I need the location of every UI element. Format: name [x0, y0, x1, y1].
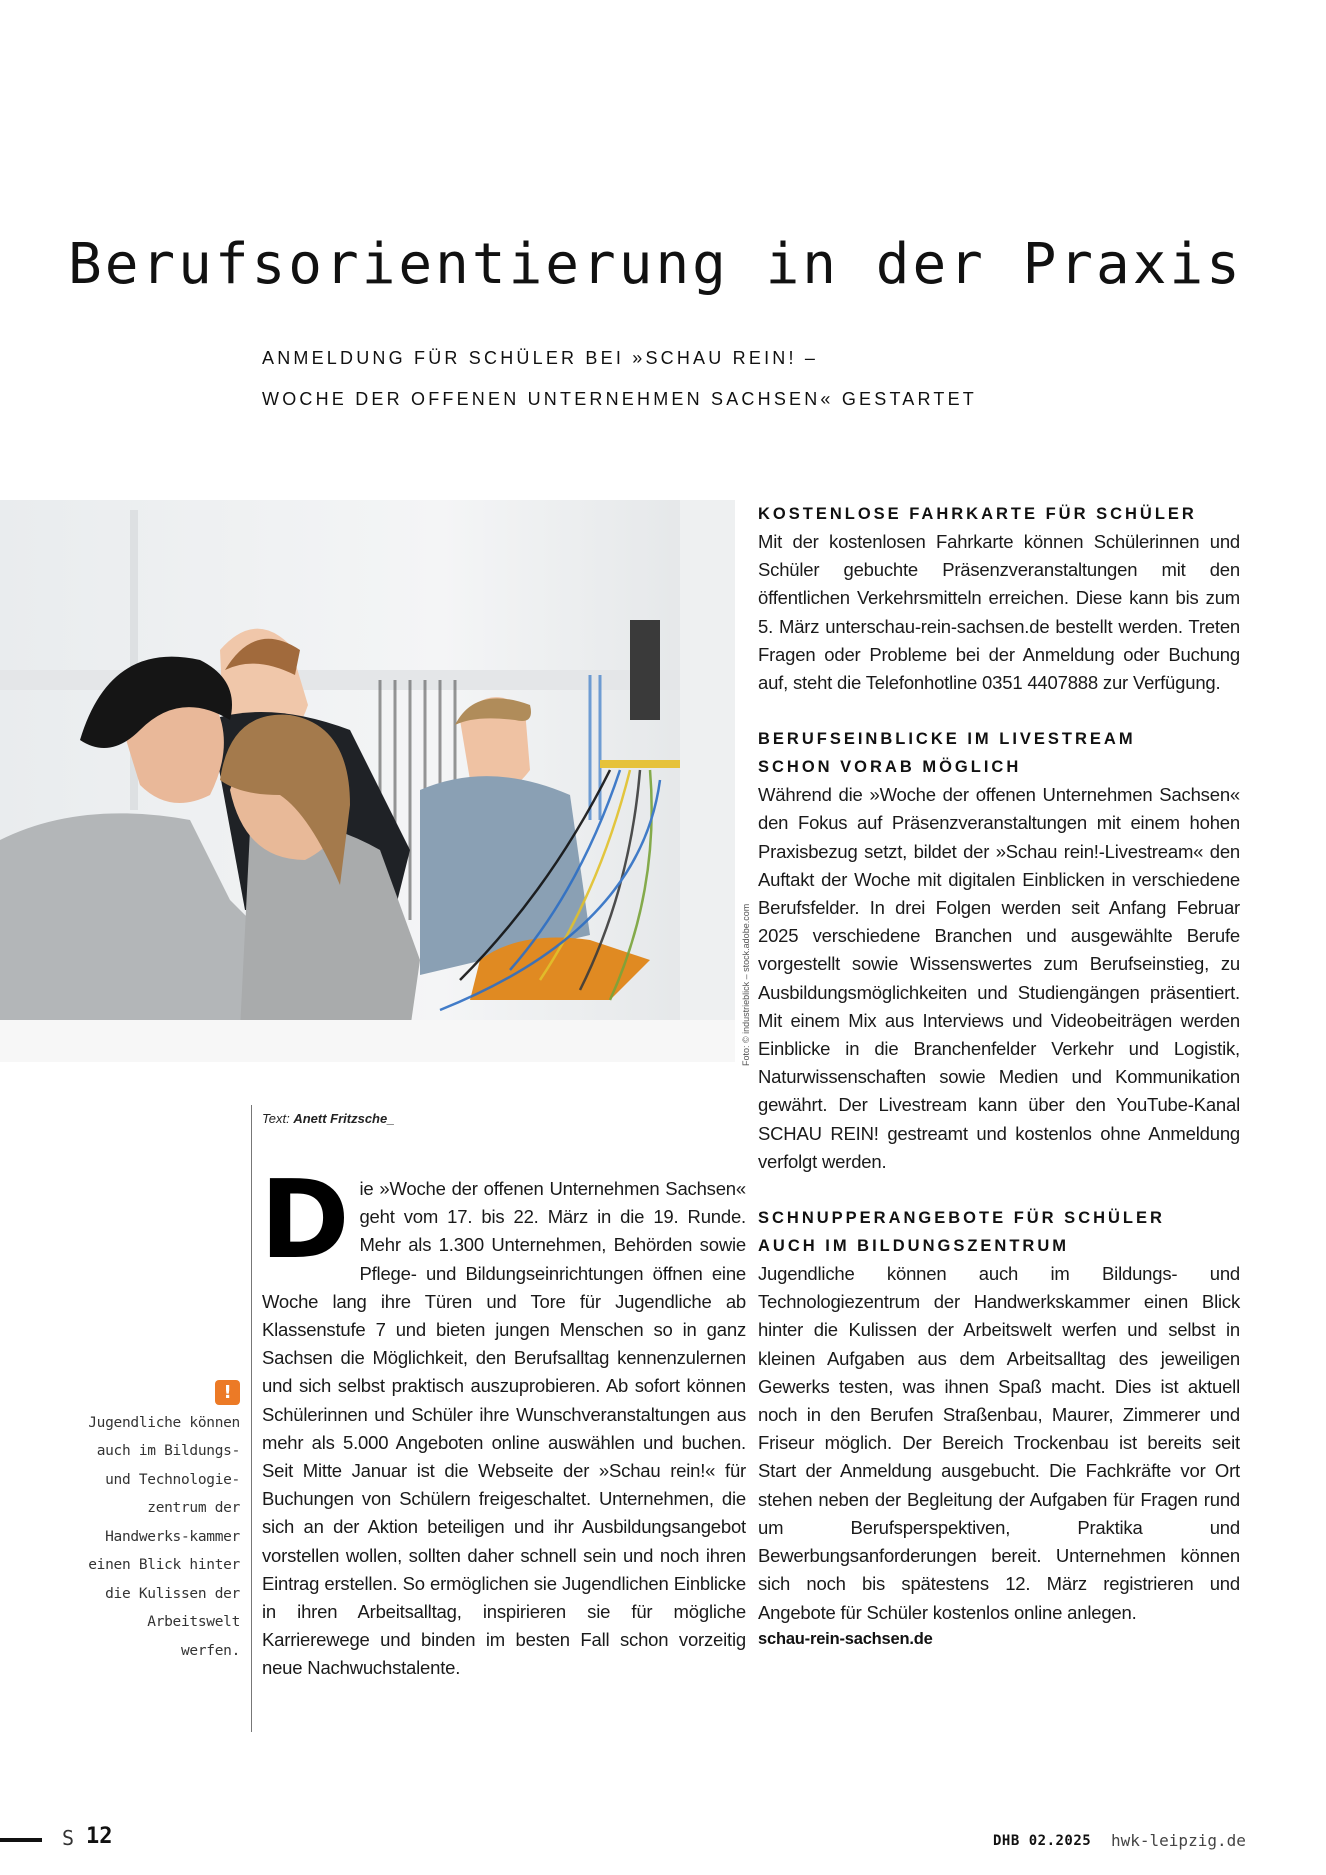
article-photo [0, 500, 735, 1062]
subtitle-line-1: ANMELDUNG FÜR SCHÜLER BEI »SCHAU REIN! – [262, 348, 819, 368]
byline-author: Anett Fritzsche_ [293, 1111, 395, 1126]
section-heading-line-1: BERUFSEINBLICKE IM LIVESTREAM [758, 730, 1136, 749]
right-column [758, 500, 1240, 1653]
section-text: Während die »Woche der offenen Unternehmen Sachsen« den Fokus auf Präsenzveranstaltungen mit einem hohen Praxisbezug setzt, bildet der »Schau rein!-Livestream« den Auftakt der Woche mit digitalen Einblicken in verschiedene Berufsfelder. In drei Folgen werden seit Anfang Februar 2025 verschiedene Branchen und ausgewählte Berufe vorgestellt sowie Wissenswertes zum Berufseinstieg, zu Ausbildungsmöglichkeiten und Studiengängen präsentiert. Mit einem Mix aus Interviews und Videobeiträgen werden Einblicke in die Branchenfelder Verkehr und Logistik, Naturwissenschaften sowie Medien und Kommunikation gewährt. Der Livestream kann über den YouTube-Kanal SCHAU REIN! gestreamt und kostenlos ohne Anmeldung verfolgt werden. [758, 784, 1240, 1172]
callout-text: Jugendliche können auch im Bildungs- und Technologie-zentrum der Handwerks-kammer einen Blick hinter die Kulissen der Arbeitswelt werfen. [88, 1414, 240, 1659]
column-divider [251, 1105, 252, 1732]
byline-prefix: Text: [262, 1111, 290, 1126]
section-free-ticket [758, 500, 1240, 697]
section-livestream [758, 725, 1240, 1176]
section-heading-line-2: SCHON VORAB MÖGLICH [758, 758, 1022, 777]
intro-paragraph: ie »Woche der offenen Unternehmen Sachsen« geht vom 17. bis 22. März in die 19. Runde. Mehr als 1.300 Unternehmen, Behörden sowie Pflege- und Bildungseinrichtungen öffnen eine Woche lang ihre Türen und Tore für Jugendliche ab Klassenstufe 7 und bieten jungen Menschen so in ganz Sachsen die Möglichkeit, den Berufsalltag kennenzulernen und sich selbst praktisch auszuprobieren. Ab sofort können Schülerinnen und Schüler ihre Wunschveranstaltungen aus mehr als 5.000 Angeboten online auswählen und buchen. Seit Mitte Januar ist die Webseite der »Schau rein!« für Buchungen von Schülern freigeschaltet. Unternehmen, die sich an der Aktion beteiligen und ihr Ausbildungsangebot vorstellen wollen, sollten daher schnell sein und noch ihren Eintrag erstellen. So ermöglichen sie Jugendlichen Einblicke in ihren Arbeitsalltag, inspirieren sie für mögliche Karrierewege und binden im besten Fall schon vorzeitig neue Nachwuchstalente. [262, 1178, 746, 1679]
footer-rule [0, 1838, 42, 1842]
byline [262, 1111, 394, 1126]
subtitle-line-2: WOCHE DER OFFENEN UNTERNEHMEN SACHSEN« GESTARTET [262, 389, 977, 409]
page-prefix: S [62, 1826, 75, 1850]
section-taster-offers [758, 1204, 1240, 1653]
photo-credit: Foto: © industrieblick – stock.adobe.com [741, 903, 751, 1066]
footer-website[interactable]: hwk-leipzig.de [1111, 1831, 1246, 1850]
section-heading: KOSTENLOSE FAHRKARTE FÜR SCHÜLER [758, 505, 1197, 523]
info-callout [80, 1380, 240, 1665]
website-link[interactable]: schau-rein-sachsen.de [758, 1629, 933, 1648]
article-body [260, 1158, 746, 1683]
article-subtitle [262, 338, 977, 420]
dropcap-letter: D [260, 1158, 350, 1283]
section-text: Mit der kostenlosen Fahrkarte können Schülerinnen und Schüler gebuchte Präsenzveranstaltungen mit den öffentlichen Verkehrsmitteln erreichen. Diese kann bis zum 5. März unterschau-rein-sachsen.de bestellt werden. Treten Fragen oder Probleme bei der Anmeldung oder Buchung auf, steht die Telefonhotline 0351 4407888 zur Verfügung. [758, 531, 1240, 694]
section-text: Jugendliche können auch im Bildungs- und Technologiezentrum der Handwerkskammer einen Blick hinter die Kulissen der Arbeitswelt werfen und selbst in kleinen Aufgaben aus dem Arbeitsalltag des jeweiligen Gewerks testen, was ihnen Spaß macht. Dies ist aktuell noch in den Berufen Straßenbau, Maurer, Zimmerer und Friseur möglich. Der Bereich Trockenbau ist bereits seit Start der Anmeldung ausgebucht. Die Fachkräfte vor Ort stehen neben der Begleitung der Aufgaben für Fragen rund um Berufsperspektiven, Praktika und Bewerbungsanforderungen bereit. Unternehmen können sich noch bis spätestens 12. März registrieren und Angebote für Schüler kostenlos online anlegen. [758, 1263, 1240, 1623]
issue-label: DHB 02.2025 [993, 1833, 1092, 1849]
article-title: Berufsorientierung in der Praxis [68, 232, 1243, 297]
page-number: 12 [86, 1824, 113, 1849]
photo-students-wiring-icon [0, 500, 735, 1062]
section-heading-line-1: SCHNUPPERANGEBOTE FÜR SCHÜLER [758, 1209, 1165, 1228]
exclamation-icon: ! [215, 1380, 240, 1405]
section-heading-line-2: AUCH IM BILDUNGSZENTRUM [758, 1237, 1069, 1256]
